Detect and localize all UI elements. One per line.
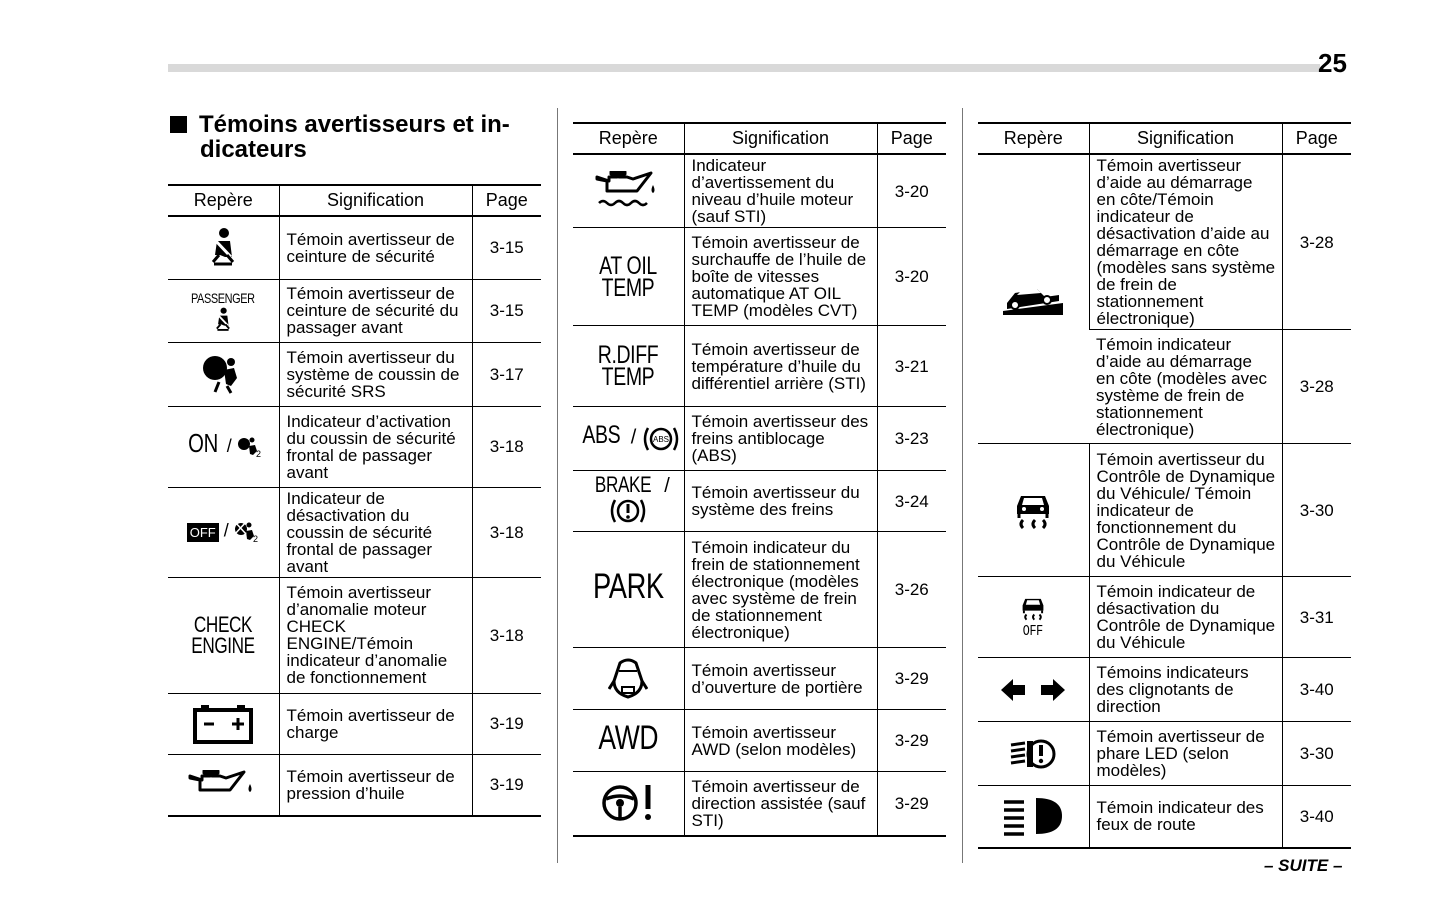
table-row xyxy=(573,407,946,471)
page-ref: 3-15 xyxy=(472,279,541,342)
meaning: Témoin avertisseur d’aide au démarrage en côte/Témoin indicateur de désactivation d’aide au démarrage en côte (modèles sans système de frein de stationnement électronique) xyxy=(1089,154,1282,330)
rdiff-temp-icon: R.DIFF TEMP xyxy=(573,326,684,407)
svg-text:2: 2 xyxy=(252,534,258,543)
header-signification: Signification xyxy=(684,123,877,154)
srs-airbag-icon xyxy=(168,342,279,406)
battery-icon xyxy=(168,693,279,754)
svg-text:2: 2 xyxy=(255,449,261,459)
table-row xyxy=(573,710,946,772)
header-repere: Repère xyxy=(573,123,684,154)
oil-pressure-icon xyxy=(168,754,279,816)
meaning: Témoin avertisseur de phare LED (selon modèles) xyxy=(1089,722,1282,786)
meaning: Témoin avertisseur de surchauffe de l’huile de boîte de vitesses automatique AT OIL TEMP (modèles CVT) xyxy=(684,228,877,326)
page-ref: 3-29 xyxy=(877,772,946,836)
meaning: Témoin avertisseur AWD (selon modèles) xyxy=(684,710,877,772)
meaning: Témoin avertisseur d’anomalie moteur CHECK ENGINE/Témoin indicateur d’anomalie de fonctionnement xyxy=(279,577,472,693)
meaning: Témoin avertisseur de ceinture de sécurité du passager avant xyxy=(279,279,472,342)
page-ref: 3-26 xyxy=(877,532,946,648)
header-signification: Signification xyxy=(279,185,472,216)
meaning: Témoin avertisseur des freins antiblocage (ABS) xyxy=(684,407,877,471)
high-beam-icon xyxy=(978,786,1089,848)
table-row xyxy=(168,693,541,754)
indicator-table-2 xyxy=(573,122,946,837)
meaning: Témoin avertisseur de charge xyxy=(279,693,472,754)
table-row xyxy=(573,532,946,648)
table-header-row xyxy=(573,123,946,154)
meaning: Témoin indicateur d’aide au démarrage en côte (modèles avec système de frein de stationnement électronique) xyxy=(1089,330,1282,444)
table-row xyxy=(573,154,946,228)
page-ref: 3-28 xyxy=(1282,330,1351,444)
page-ref: 3-40 xyxy=(1282,786,1351,848)
table-row xyxy=(978,786,1351,848)
meaning: Témoin avertisseur du système des freins xyxy=(684,471,877,532)
meaning: Témoin avertisseur de ceinture de sécurité xyxy=(279,216,472,279)
airbag-off-icon: OFF / 2 xyxy=(168,487,279,577)
page-ref: 3-23 xyxy=(877,407,946,471)
meaning: Témoin indicateur des feux de route xyxy=(1089,786,1282,848)
check-engine-icon: CHECK ENGINE xyxy=(168,577,279,693)
airbag-on-icon: ON / 2 xyxy=(168,406,279,487)
meaning: Témoin avertisseur du Contrôle de Dynamique du Véhicule/ Témoin indicateur de fonctionnement du Contrôle de Dynamique du Véhicule xyxy=(1089,444,1282,577)
page-ref: 3-20 xyxy=(877,154,946,228)
table-row xyxy=(978,658,1351,722)
vdc-icon xyxy=(978,444,1089,577)
meaning: Témoins indicateurs des clignotants de direction xyxy=(1089,658,1282,722)
oil-level-icon xyxy=(573,154,684,228)
header-repere: Repère xyxy=(978,123,1089,154)
header-page: Page xyxy=(472,185,541,216)
table-row xyxy=(168,342,541,406)
door-open-icon xyxy=(573,648,684,710)
table-row xyxy=(978,577,1351,658)
page-ref: 3-29 xyxy=(877,648,946,710)
square-bullet-icon xyxy=(170,116,187,133)
table-row xyxy=(573,471,946,532)
indicator-table-1 xyxy=(168,184,541,817)
awd-icon: AWD xyxy=(573,710,684,772)
page-ref: 3-29 xyxy=(877,710,946,772)
page-ref: 3-15 xyxy=(472,216,541,279)
meaning: Indicateur de désactivation du coussin de sécurité frontal de passager avant xyxy=(279,487,472,577)
table-row xyxy=(168,577,541,693)
section-title: Témoins avertisseurs et in- dicateurs xyxy=(170,112,540,162)
table-row xyxy=(168,754,541,816)
meaning: Indicateur d’avertissement du niveau d’huile moteur (sauf STI) xyxy=(684,154,877,228)
meaning: Témoin avertisseur d’ouverture de portière xyxy=(684,648,877,710)
indicator-table-3 xyxy=(978,122,1351,849)
passenger-seatbelt-icon: PASSENGER xyxy=(168,279,279,342)
page-ref: 3-31 xyxy=(1282,577,1351,658)
table-row xyxy=(168,406,541,487)
column-divider xyxy=(557,108,558,863)
meaning: Témoin avertisseur de direction assistée (sauf STI) xyxy=(684,772,877,836)
table-row xyxy=(573,648,946,710)
page-number: 25 xyxy=(1318,48,1347,78)
table-row xyxy=(573,326,946,407)
table-header-row xyxy=(978,123,1351,154)
header-repere: Repère xyxy=(168,185,279,216)
meaning: Indicateur d’activation du coussin de sécurité frontal de passager avant xyxy=(279,406,472,487)
page-ref: 3-40 xyxy=(1282,658,1351,722)
page-ref: 3-24 xyxy=(877,471,946,532)
page-ref: 3-19 xyxy=(472,754,541,816)
hill-start-icon xyxy=(978,154,1089,444)
led-headlight-warning-icon xyxy=(978,722,1089,786)
header-bar xyxy=(168,64,1320,72)
seatbelt-icon xyxy=(168,216,279,279)
meaning: Témoin avertisseur du système de coussin de sécurité SRS xyxy=(279,342,472,406)
meaning: Témoin indicateur de désactivation du Contrôle de Dynamique du Véhicule xyxy=(1089,577,1282,658)
table-row xyxy=(978,722,1351,786)
svg-text:ABS: ABS xyxy=(652,434,669,444)
abs-icon: ABS / ABS xyxy=(573,407,684,471)
table-header-row xyxy=(168,185,541,216)
page-ref: 3-18 xyxy=(472,406,541,487)
turn-signal-icon xyxy=(978,658,1089,722)
header-page: Page xyxy=(1282,123,1351,154)
table-row xyxy=(168,279,541,342)
table-row xyxy=(978,154,1351,330)
page-ref: 3-30 xyxy=(1282,722,1351,786)
brake-icon: BRAKE / xyxy=(573,471,684,532)
continued-footer: – SUITE – xyxy=(1264,856,1343,875)
page-ref: 3-21 xyxy=(877,326,946,407)
meaning: Témoin indicateur du frein de stationnement électronique (modèles avec système de frein de stationnement électronique) xyxy=(684,532,877,648)
page-ref: 3-18 xyxy=(472,577,541,693)
power-steering-icon xyxy=(573,772,684,836)
page-ref: 3-18 xyxy=(472,487,541,577)
page-ref: 3-28 xyxy=(1282,154,1351,330)
table-row xyxy=(168,216,541,279)
page-ref: 3-30 xyxy=(1282,444,1351,577)
column-divider xyxy=(962,108,963,863)
table-row xyxy=(573,772,946,836)
table-row xyxy=(978,444,1351,577)
meaning: Témoin avertisseur de température d’huile du différentiel arrière (STI) xyxy=(684,326,877,407)
header-signification: Signification xyxy=(1089,123,1282,154)
at-oil-temp-icon: AT OIL TEMP xyxy=(573,228,684,326)
meaning: Témoin avertisseur de pression d’huile xyxy=(279,754,472,816)
table-row xyxy=(573,228,946,326)
park-icon: PARK xyxy=(573,532,684,648)
page-ref: 3-19 xyxy=(472,693,541,754)
header-page: Page xyxy=(877,123,946,154)
table-row xyxy=(168,487,541,577)
page-ref: 3-20 xyxy=(877,228,946,326)
page-ref: 3-17 xyxy=(472,342,541,406)
vdc-off-icon: OFF xyxy=(978,577,1089,658)
